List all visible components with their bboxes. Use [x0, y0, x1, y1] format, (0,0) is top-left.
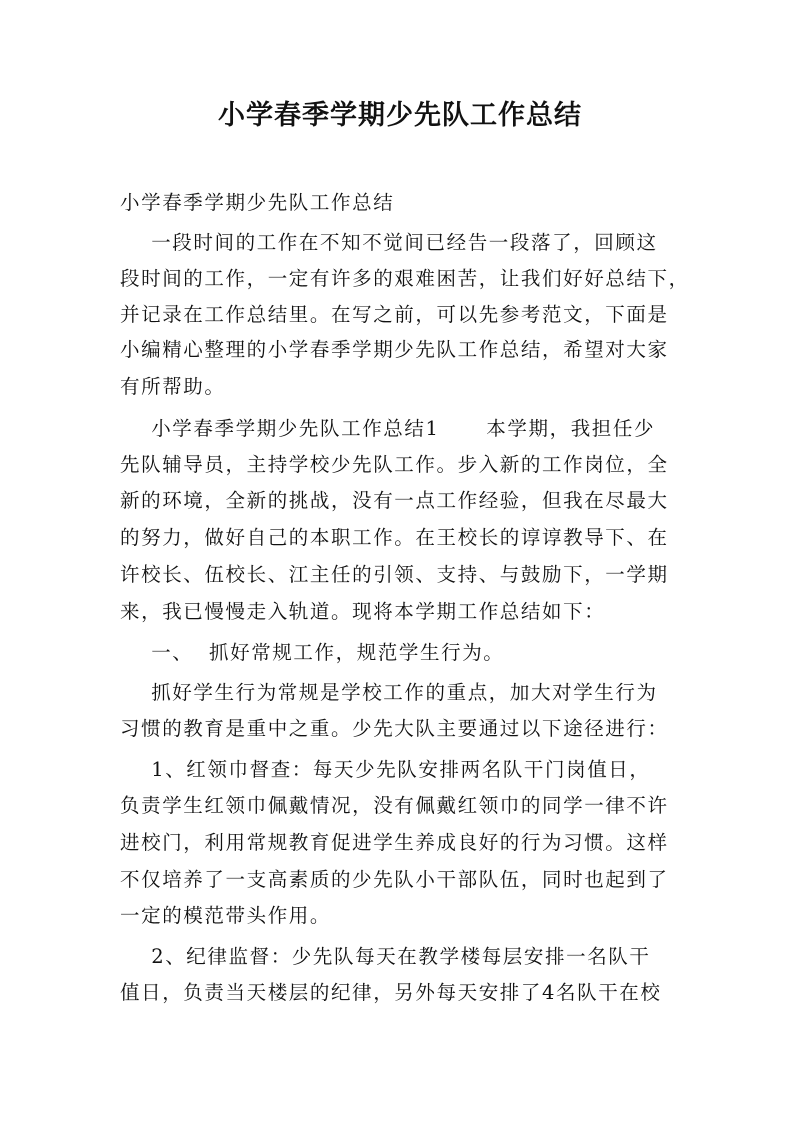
text-line: 先队辅导员，主持学校少先队工作。步入新的工作岗位，全: [120, 453, 669, 476]
text-line: 小学春季学期少先队工作总结1 本学期，我担任少: [120, 417, 656, 440]
document-title: 小学春季学期少先队工作总结: [218, 100, 582, 131]
text-line: 1、红领巾督查：每天少先队安排两名队干门岗值日，: [120, 758, 651, 781]
text-line: 2、纪律监督：少先队每天在教学楼每层安排一名队干: [120, 945, 651, 968]
text-line: 值日，负责当天楼层的纪律，另外每天安排了4名队干在校: [120, 981, 662, 1004]
text-line: 不仅培养了一支高素质的少先队小干部队伍，同时也起到了: [120, 868, 669, 891]
text-line: 段时间的工作，一定有许多的艰难困苦，让我们好好总结下，: [120, 267, 690, 290]
text-line: 进校门，利用常规教育促进学生养成良好的行为习惯。这样: [120, 831, 669, 854]
text-line: 的努力，做好自己的本职工作。在王校长的谆谆教导下、在: [120, 526, 669, 549]
text-line: 一段时间的工作在不知不觉间已经告一段落了，回顾这: [120, 231, 658, 254]
text-line: 习惯的教育是重中之重。少先大队主要通过以下途径进行：: [120, 717, 669, 740]
text-line: 一定的模范带头作用。: [120, 904, 332, 927]
text-line: 有所帮助。: [120, 375, 226, 398]
text-line: 负责学生红领巾佩戴情况，没有佩戴红领巾的同学一律不许: [120, 794, 669, 817]
text-line: 小学春季学期少先队工作总结: [120, 191, 395, 214]
text-line: 许校长、伍校长、江主任的引领、支持、与鼓励下，一学期: [120, 563, 669, 586]
text-line: 来，我已慢慢走入轨道。现将本学期工作总结如下：: [120, 600, 606, 623]
text-line: 抓好学生行为常规是学校工作的重点，加大对学生行为: [120, 681, 658, 704]
text-line: 小编精心整理的小学春季学期少先队工作总结，希望对大家: [120, 338, 669, 361]
text-line: 并记录在工作总结里。在写之前，可以先参考范文，下面是: [120, 303, 669, 326]
section-heading: 一、 抓好常规工作，规范学生行为。: [120, 641, 505, 664]
text-line: 新的环境，全新的挑战，没有一点工作经验，但我在尽最大: [120, 489, 669, 512]
